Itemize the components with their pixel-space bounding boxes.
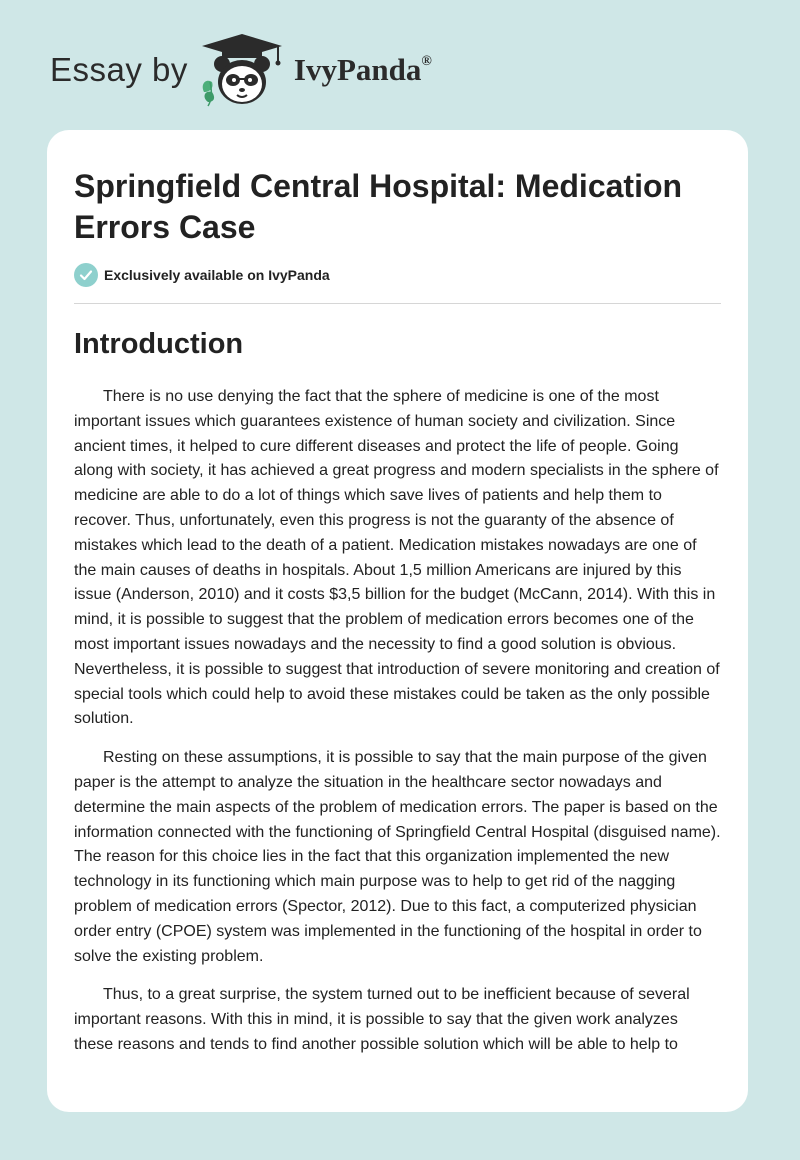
brand-name-text: IvyPanda xyxy=(293,52,422,87)
check-circle-icon xyxy=(74,263,98,287)
panda-mascot-icon xyxy=(194,30,290,110)
paragraph: Resting on these assumptions, it is possible to say that the main purpose of the given paper is the attempt to analyze the situation in the healthcare sector nowadays and determine the main aspects of the problem of medication errors. The paper is based on the information connected with the functioning of Springfield Central Hospital (disguised name). The reason for this choice lies in the fact that this organization implemented the new technology in its functioning which main purpose was to help to get rid of the nagging problem of medication errors (Spector, 2012). Due to this fact, a computerized physician order entry (CPOE) system was implemented in the functioning of the hospital in order to solve the existing problem. xyxy=(74,749,721,965)
essay-body xyxy=(74,385,721,1072)
paragraph: Thus, to a great surprise, the system turned out to be inefficient because of several important reasons. With this in mind, it is possible to say that the given work analyzes these reasons and tends to find another possible solution which will be able to help to xyxy=(74,986,690,1053)
title-divider xyxy=(74,303,721,304)
registered-mark: ® xyxy=(421,53,432,69)
badge-label: Exclusively available on IvyPanda xyxy=(104,267,330,283)
paragraph: There is no use denying the fact that the sphere of medicine is one of the most important issues which guarantees existence of human society and civilization. Since ancient times, it helped to cure different diseases and protect the life of people. Going along with society, it has achieved a great progress and modern specialists in the sphere of medicine are able to do a lot of things which save lives of patients and help them to recover. Thus, unfortunately, even this progress is not the guaranty of the absence of mistakes which lead to the death of a patient. Medication mistakes nowadays are one of the main causes of deaths in hospitals. About 1,5 million Americans are injured by this issue (Anderson, 2010) and it costs $3,5 billion for the budget (McCann, 2014). With this in mind, it is possible to suggest that the problem of medication errors becomes one of the most important issues nowadays and the necessity to find a good solution is obvious. Nevertheless, it is possible to suggest that introduction of severe monitoring and creation of special tools which could help to avoid these mistakes could be taken as the only possible solution. xyxy=(74,388,720,728)
section-heading: Introduction xyxy=(74,328,244,360)
exclusive-badge xyxy=(74,263,330,287)
essay-title: Springfield Central Hospital: Medication Errors Case xyxy=(74,168,683,245)
brand-prefix: Essay by xyxy=(50,51,188,88)
essay-card xyxy=(47,130,748,1112)
brand-logo[interactable] xyxy=(50,30,432,110)
brand-name xyxy=(294,52,432,88)
